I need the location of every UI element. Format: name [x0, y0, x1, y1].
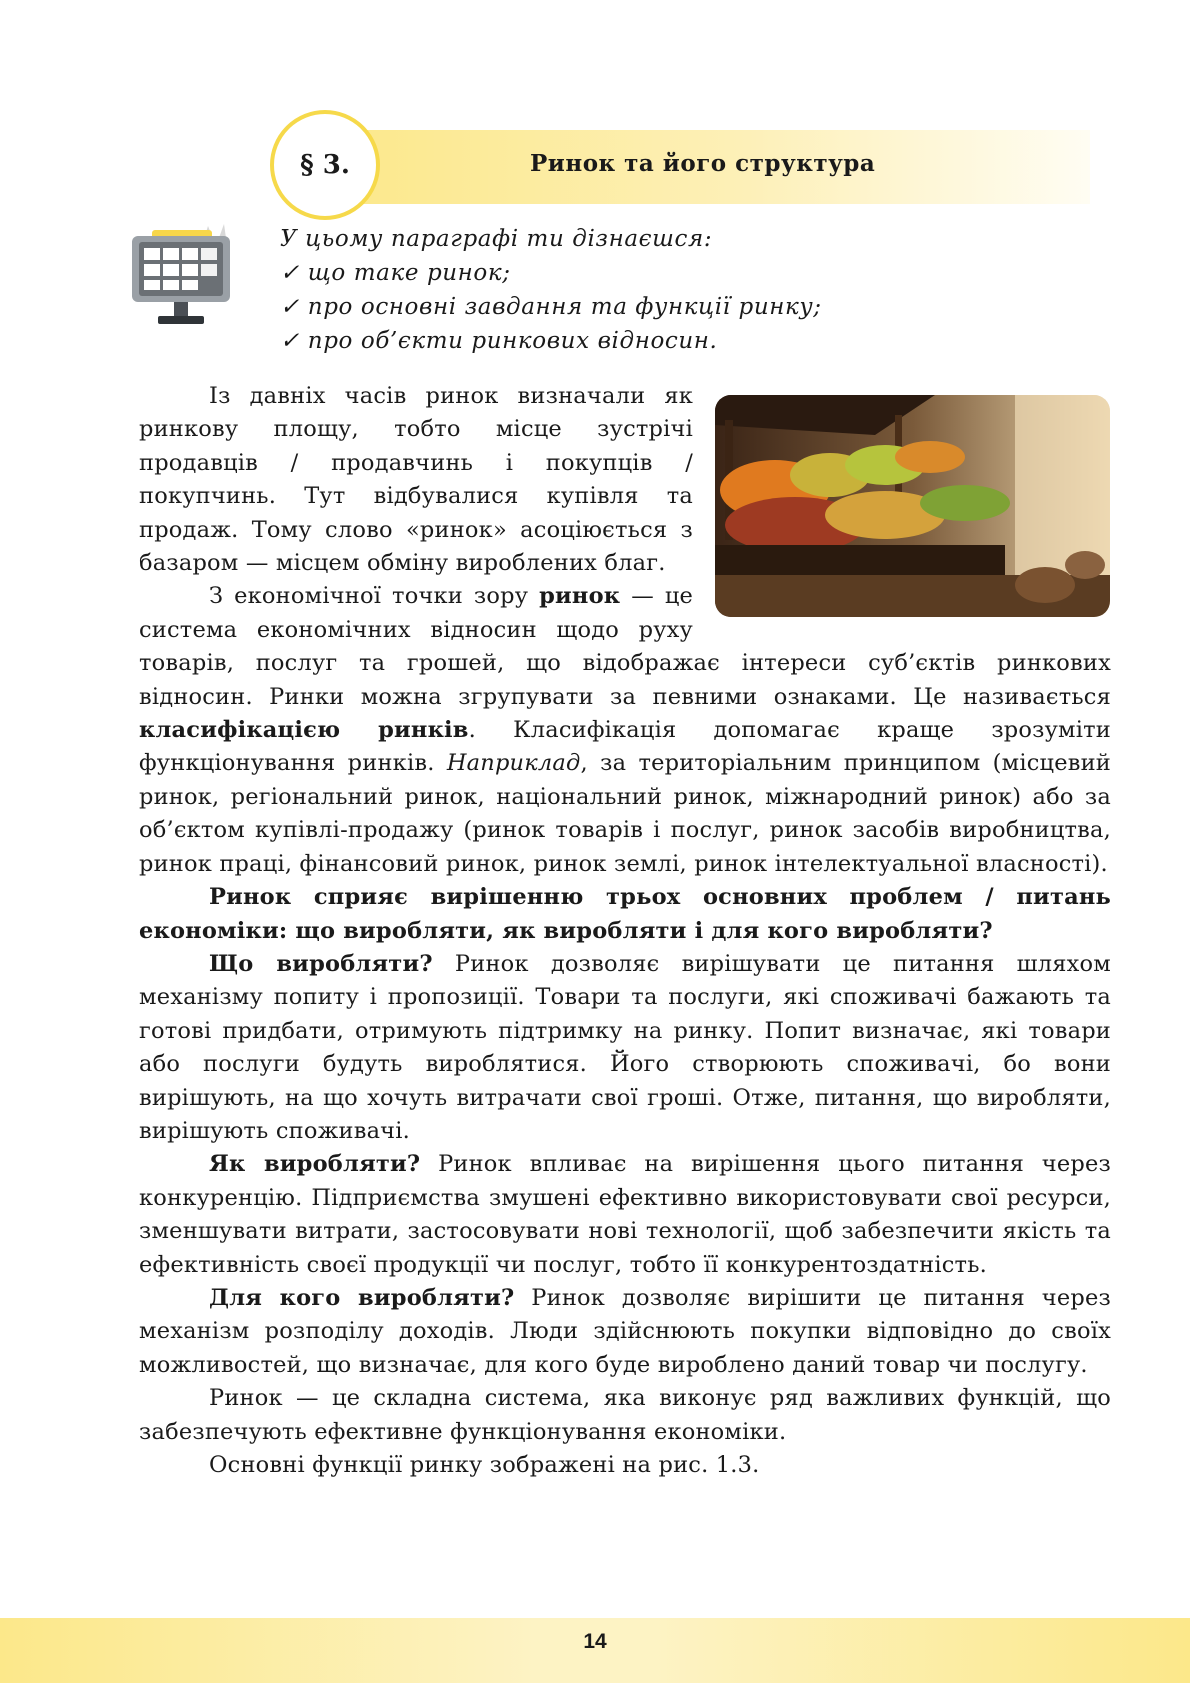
text-run: Ринок дозволяє вирішити це питання через механізм розподілу доходів. Люди здійснюють покупки відповідно до своїх можливостей, що визначає, для кого буде вироблено даний товар чи послугу.: [139, 1284, 1111, 1378]
text-run: Ринок дозволяє вирішувати це питання шляхом механізму попиту і пропозиції. Товари та послуги, які споживачі бажають та готові придбати, отримують підтримку на ринку. Попит визначає, які товари або послуги будуть вироблятися. Його створюють споживачі, бо вони вирішують, на що хочуть витрачати свої гроші. Отже, питання, що виробляти, вирішують споживачі.: [139, 950, 1112, 1144]
section-number: § 3.: [300, 150, 350, 180]
text-run: . Класифікація допомагає краще зрозуміти функціонування ринків.: [139, 717, 1111, 777]
paragraph: [139, 881, 1111, 948]
objectives-heading: У цьому параграфі ти дізнаєшся:: [280, 226, 713, 252]
objective-item: ✓ що таке ринок;: [280, 260, 511, 286]
page-number: 14: [583, 1630, 607, 1653]
paragraph: [139, 948, 1111, 1148]
chapter-title: Ринок та його структура: [530, 150, 876, 177]
text-run: Ринок впливає на вирішення цього питання через конкуренцію. Підприємства змушені ефективно використовувати свої ресурси, зменшувати витрати, застосовувати нові технології, щоб забезпечити якість та ефективність своєї продукції чи послуг, тобто її конкурентоздатність.: [139, 1151, 1111, 1278]
learning-objectives: [280, 222, 822, 358]
body-text: [139, 380, 1111, 1482]
question-heading: Як виробляти?: [209, 1151, 421, 1178]
term-market: ринок: [539, 583, 621, 610]
text-run: — це система економічних відносин щодо руху товарів, послуг та грошей, що відображає інтереси суб’єктів ринкових відносин. Ринки можна згрупувати за певними ознаками. Це називається: [139, 583, 1111, 710]
question-heading: Що виробляти?: [209, 950, 433, 977]
objective-item: ✓ про об’єкти ринкових відносин.: [280, 328, 718, 354]
text-run: З економічної точки зору: [209, 583, 540, 610]
paragraph: [139, 1148, 1111, 1282]
monitor-icon: [130, 222, 250, 332]
section-number-badge: [270, 110, 380, 220]
term-classification: класифікацією ринків: [139, 717, 469, 744]
objective-item: ✓ про основні завдання та функції ринку;: [280, 294, 822, 320]
paragraph: Із давніх часів ринок визначали як ринкову площу, тобто місце зустрічі продавців / продавчинь і покупців / покупчинь. Тут відбувалися купівля та продаж. Тому слово «ринок» асоціюється з базаром — місцем обміну вироблених благ.: [139, 383, 693, 577]
photo-spacer: [693, 380, 1111, 642]
text-run: , за територіальним принципом (місцевий ринок, регіональний ринок, національний ринок, міжнародний ринок) або за об’єктом купівлі-продажу (ринок товарів і послуг, ринок засобів виробництва, ринок праці, фінансовий ринок, ринок землі, ринок інтелектуальної власності).: [139, 750, 1111, 877]
example-marker: Наприклад: [446, 750, 581, 777]
paragraph: Основні функції ринку зображені на рис. 1.3.: [209, 1452, 760, 1478]
key-statement: Ринок сприяє вирішенню трьох основних проблем / питань економіки: що виробляти, як виробляти і для кого виробляти?: [139, 884, 1111, 944]
question-heading: Для кого виробляти?: [209, 1284, 515, 1311]
paragraph: [139, 1282, 1111, 1382]
paragraph: Ринок — це складна система, яка виконує ряд важливих функцій, що забезпечують ефективне функціонування економіки.: [139, 1385, 1111, 1445]
